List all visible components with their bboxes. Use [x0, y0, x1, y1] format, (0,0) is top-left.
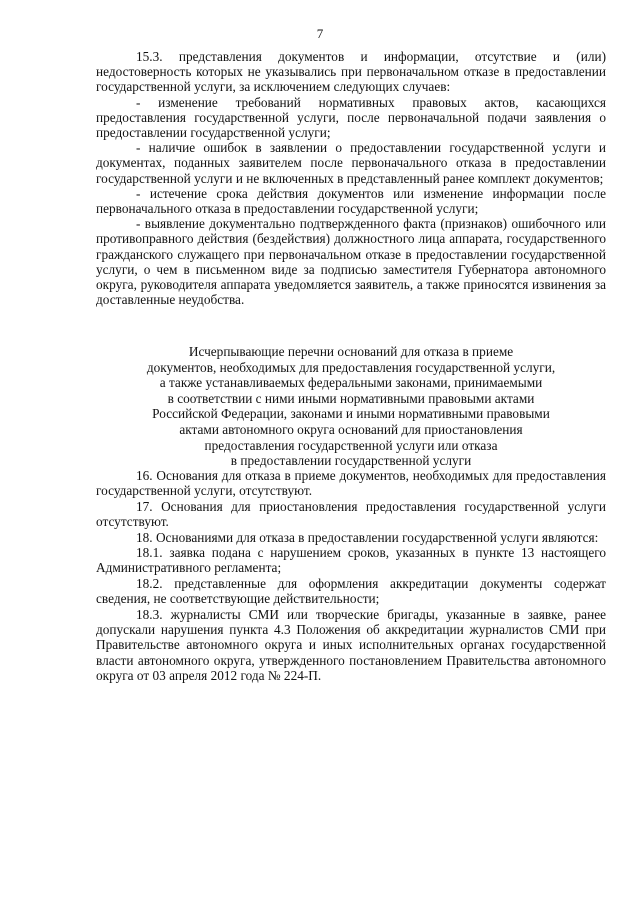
paragraph-18: 18. Основаниями для отказа в предоставлении государственной услуги являются: — [136, 529, 599, 545]
paragraph-16: 16. Основания для отказа в приеме документов, необходимых для предоставления государственной услуги, отсутствуют. — [96, 468, 606, 499]
heading-line: предоставления государственной услуги или отказа — [204, 437, 498, 453]
paragraph-17: 17. Основания для приостановления предоставления государственной услуги отсутствуют. — [96, 498, 606, 530]
section-refusal-grounds — [96, 468, 606, 684]
heading-line: актами автономного округа оснований для приостановления — [179, 421, 523, 437]
paragraph-18-3: 18.3. журналисты СМИ или творческие бригады, указанные в заявке, ранее допускали нарушения пункта 4.3 Положения об аккредитации журналистов СМИ при Правительстве автономного округа и иных исполнительных органах государственной власти автономного округа, утвержденного постановлением Правительства автономного округа от 03 апреля 2012 года № 224-П. — [96, 606, 606, 684]
paragraph-15-3: 15.3. представления документов и информации, отсутствие и (или) недостоверность которых не указывались при первоначальном отказе в предоставлении государственной услуги, за исключением следующих случаев: — [96, 49, 606, 95]
heading-line: документов, необходимых для предоставления государственной услуги, — [146, 359, 556, 375]
heading-line: Российской Федерации, законами и иными нормативными правовыми — [152, 406, 550, 422]
list-item-official-error: - выявление документально подтвержденного факта (признаков) ошибочного или противоправного действия (бездействия) должностного лица аппарата, государственного гражданского служащего при первоначальном отказе в предоставлении государственной услуги, о чем в письменном виде за подписью заместителя Губернатора автономного округа, руководителя аппарата уведомляется заявитель, а также приносятся извинения за доставленные неудобства. — [96, 216, 606, 308]
list-item-application-errors: - наличие ошибок в заявлении о предоставлении государственной услуги и документах, поданных заявителем после первоначального отказа в предоставлении государственной услуги и не включенных в представленный ранее комплект документов; — [96, 140, 606, 186]
paragraph-18-2: 18.2. представленные для оформления аккредитации документы содержат сведения, не соответствующие действительности; — [96, 575, 606, 607]
section-grounds-exceptions — [96, 49, 606, 307]
list-item-document-expiry: - истечение срока действия документов или изменение информации после первоначального отказа в предоставлении государственной услуги; — [96, 185, 606, 217]
heading-line: в соответствии с ними иными нормативными правовыми актами — [167, 390, 535, 406]
page-number: 7 — [316, 26, 324, 41]
paragraph-18-1: 18.1. заявка подана с нарушением сроков, указанных в пункте 13 настоящего Административного регламента; — [96, 545, 606, 576]
heading-line: в предоставлении государственной услуги — [230, 453, 472, 469]
section-heading — [96, 344, 606, 469]
heading-line: Исчерпывающие перечни оснований для отказа в приеме — [188, 344, 514, 359]
heading-line: а также устанавливаемых федеральными законами, принимаемыми — [159, 375, 543, 391]
list-item-legal-change: - изменение требований нормативных правовых актов, касающихся предоставления государственной услуги, после первоначальной подачи заявления о предоставлении государственной услуги; — [96, 94, 606, 141]
